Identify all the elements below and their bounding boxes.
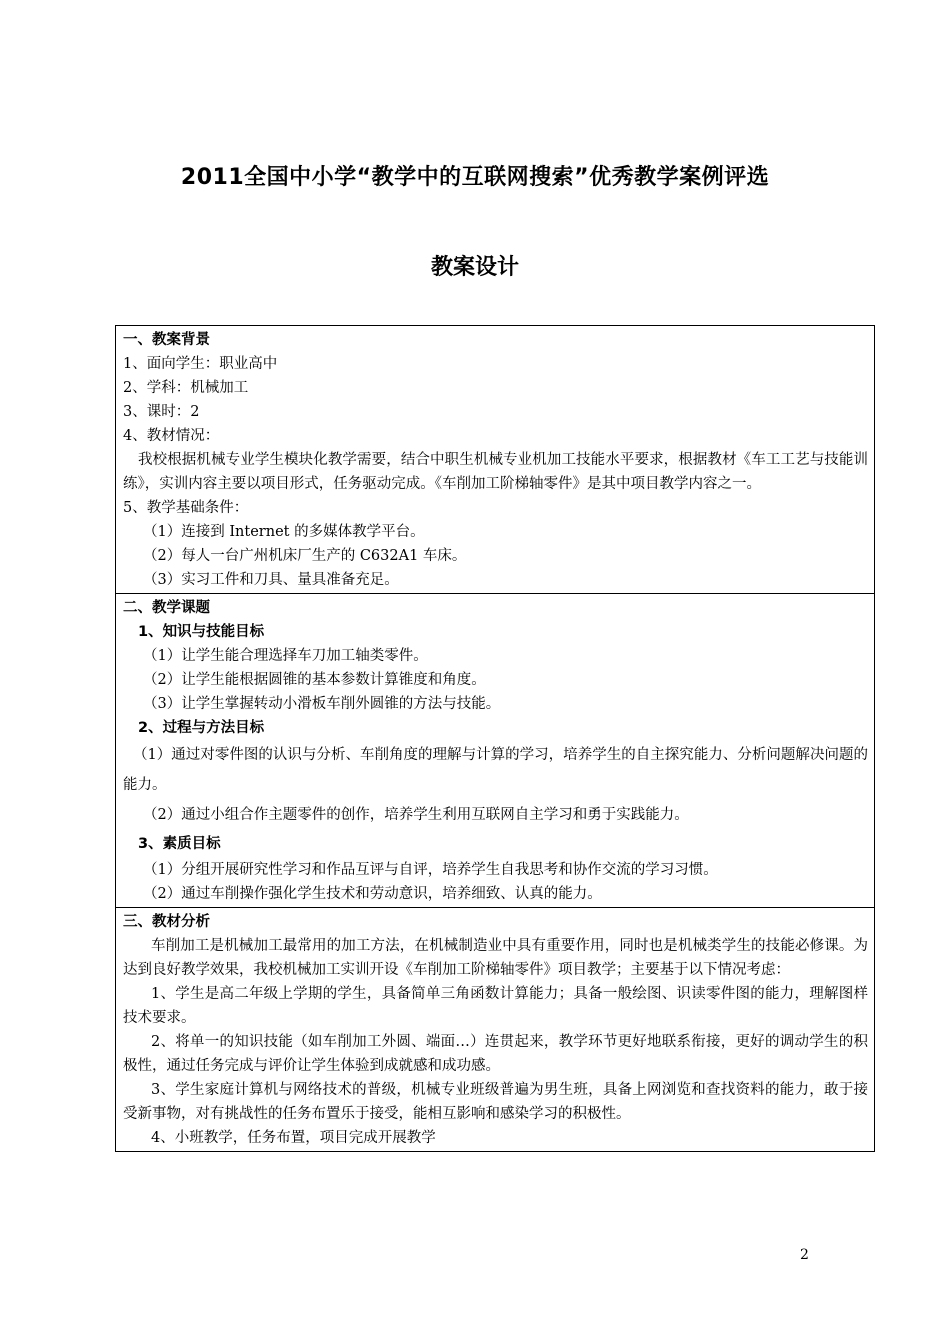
goal-item: （1）通过对零件图的认识与分析、车削角度的理解与计算的学习，培养学生的自主探究能力、分析问题解决问题的能力。	[123, 747, 868, 793]
goal-item: （1）分组开展研究性学习和作品互评与自评，培养学生自我思考和协作交流的学习习惯。	[143, 862, 718, 878]
page-number: 2	[800, 1247, 809, 1263]
analysis-point: 4、小班教学，任务布置，项目完成开展教学	[151, 1130, 436, 1146]
condition-item: （2）每人一台广州机床厂生产的 C632A1 车床。	[143, 548, 467, 564]
condition-item: （3）实习工件和刀具、量具准备充足。	[143, 572, 399, 588]
section-analysis	[116, 907, 874, 1151]
section-heading: 二、教学课题	[123, 600, 210, 616]
goal-heading: 3、素质目标	[138, 836, 221, 852]
section-heading: 三、教材分析	[123, 914, 210, 930]
list-item: 2、学科：机械加工	[123, 380, 249, 396]
section-background	[116, 326, 874, 593]
list-item: 1、面向学生：职业高中	[123, 356, 278, 372]
analysis-point: 1、学生是高二年级上学期的学生，具备简单三角函数计算能力；具备一般绘图、识读零件图的能力，理解图样技术要求。	[123, 986, 868, 1026]
section-topic	[116, 593, 874, 907]
goal-item: （2）让学生能根据圆锥的基本参数计算锥度和角度。	[143, 672, 486, 688]
list-item: 4、教材情况：	[123, 428, 220, 444]
goal-item: （3）让学生掌握转动小滑板车削外圆锥的方法与技能。	[143, 696, 501, 712]
list-item: 3、课时：2	[123, 404, 200, 420]
analysis-intro: 车削加工是机械加工最常用的加工方法，在机械制造业中具有重要作用，同时也是机械类学生的技能必修课。为达到良好教学效果，我校机械加工实训开设《车削加工阶梯轴零件》项目教学；主要基于以下情况考虑：	[123, 938, 868, 978]
page-subtitle: 教案设计	[430, 255, 519, 280]
goal-item: （2）通过小组合作主题零件的创作，培养学生利用互联网自主学习和勇于实践能力。	[143, 807, 689, 823]
list-item: 5、教学基础条件：	[123, 500, 249, 516]
page-title: 2011全国中小学“教学中的互联网搜索”优秀教学案例评选	[180, 165, 770, 190]
material-paragraph: 我校根据机械专业学生模块化教学需要，结合中职生机械专业机加工技能水平要求，根据教材《车工工艺与技能训练》，实训内容主要以项目形式，任务驱动完成。《车削加工阶梯轴零件》是其中项目教学内容之一。	[123, 452, 868, 492]
analysis-point: 2、将单一的知识技能（如车削加工外圆、端面…）连贯起来，教学环节更好地联系衔接，更好的调动学生的积极性，通过任务完成与评价让学生体验到成就感和成功感。	[123, 1034, 868, 1074]
analysis-point: 3、学生家庭计算机与网络技术的普级，机械专业班级普遍为男生班，具备上网浏览和查找资料的能力，敢于接受新事物，对有挑战性的任务布置乐于接受，能相互影响和感染学习的积极性。	[123, 1082, 868, 1122]
goal-heading: 2、过程与方法目标	[138, 720, 265, 736]
section-heading: 一、教案背景	[123, 332, 210, 348]
goal-heading: 1、知识与技能目标	[138, 624, 265, 640]
lesson-plan-table	[115, 325, 875, 1152]
condition-item: （1）连接到 Internet 的多媒体教学平台。	[143, 524, 425, 540]
goal-item: （1）让学生能合理选择车刀加工轴类零件。	[143, 648, 428, 664]
goal-item: （2）通过车削操作强化学生技术和劳动意识，培养细致、认真的能力。	[143, 886, 602, 902]
